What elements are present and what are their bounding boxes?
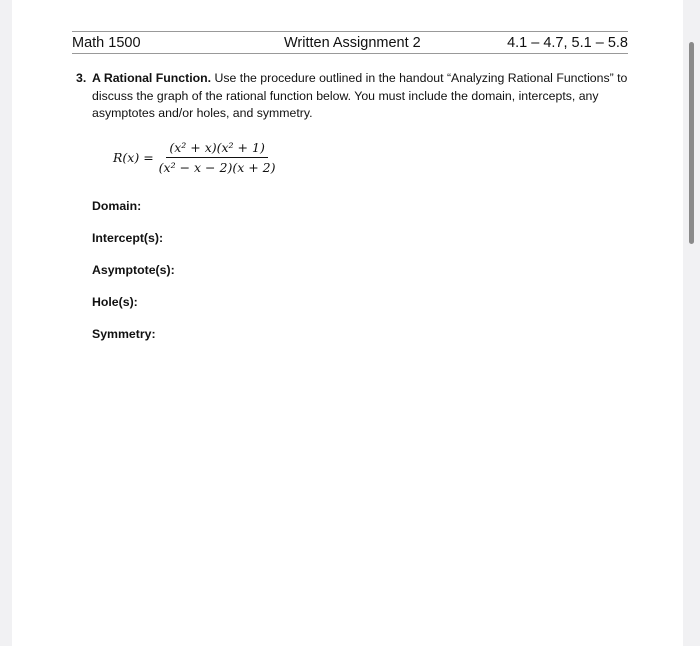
scrollbar[interactable] xyxy=(689,42,694,244)
question-3 xyxy=(76,70,636,123)
question-heading: A Rational Function. xyxy=(92,71,212,85)
formula-denominator: (x² − x − 2)(x + 2) xyxy=(158,160,276,175)
symmetry-label: Symmetry: xyxy=(92,327,156,341)
sections-label: 4.1 – 4.7, 5.1 – 5.8 xyxy=(507,35,628,51)
rational-function-formula xyxy=(113,140,279,175)
assignment-title: Written Assignment 2 xyxy=(284,35,421,51)
intercepts-label: Intercept(s): xyxy=(92,231,164,245)
asymptotes-label: Asymptote(s): xyxy=(92,263,175,277)
course-label: Math 1500 xyxy=(72,35,141,51)
formula-numerator: (x² + x)(x² + 1) xyxy=(166,140,267,158)
page-header xyxy=(72,31,628,54)
domain-label: Domain: xyxy=(92,199,142,213)
question-text: Use the procedure outlined in the handout “Analyzing Rational Functions” to discuss the graph of the rational function below. You must include the domain, intercepts, any asymptotes and/or holes, and symmetry. xyxy=(92,71,628,120)
holes-label: Hole(s): xyxy=(92,295,138,309)
question-number: 3. xyxy=(76,71,87,85)
formula-lhs: R(x) = xyxy=(113,150,154,165)
